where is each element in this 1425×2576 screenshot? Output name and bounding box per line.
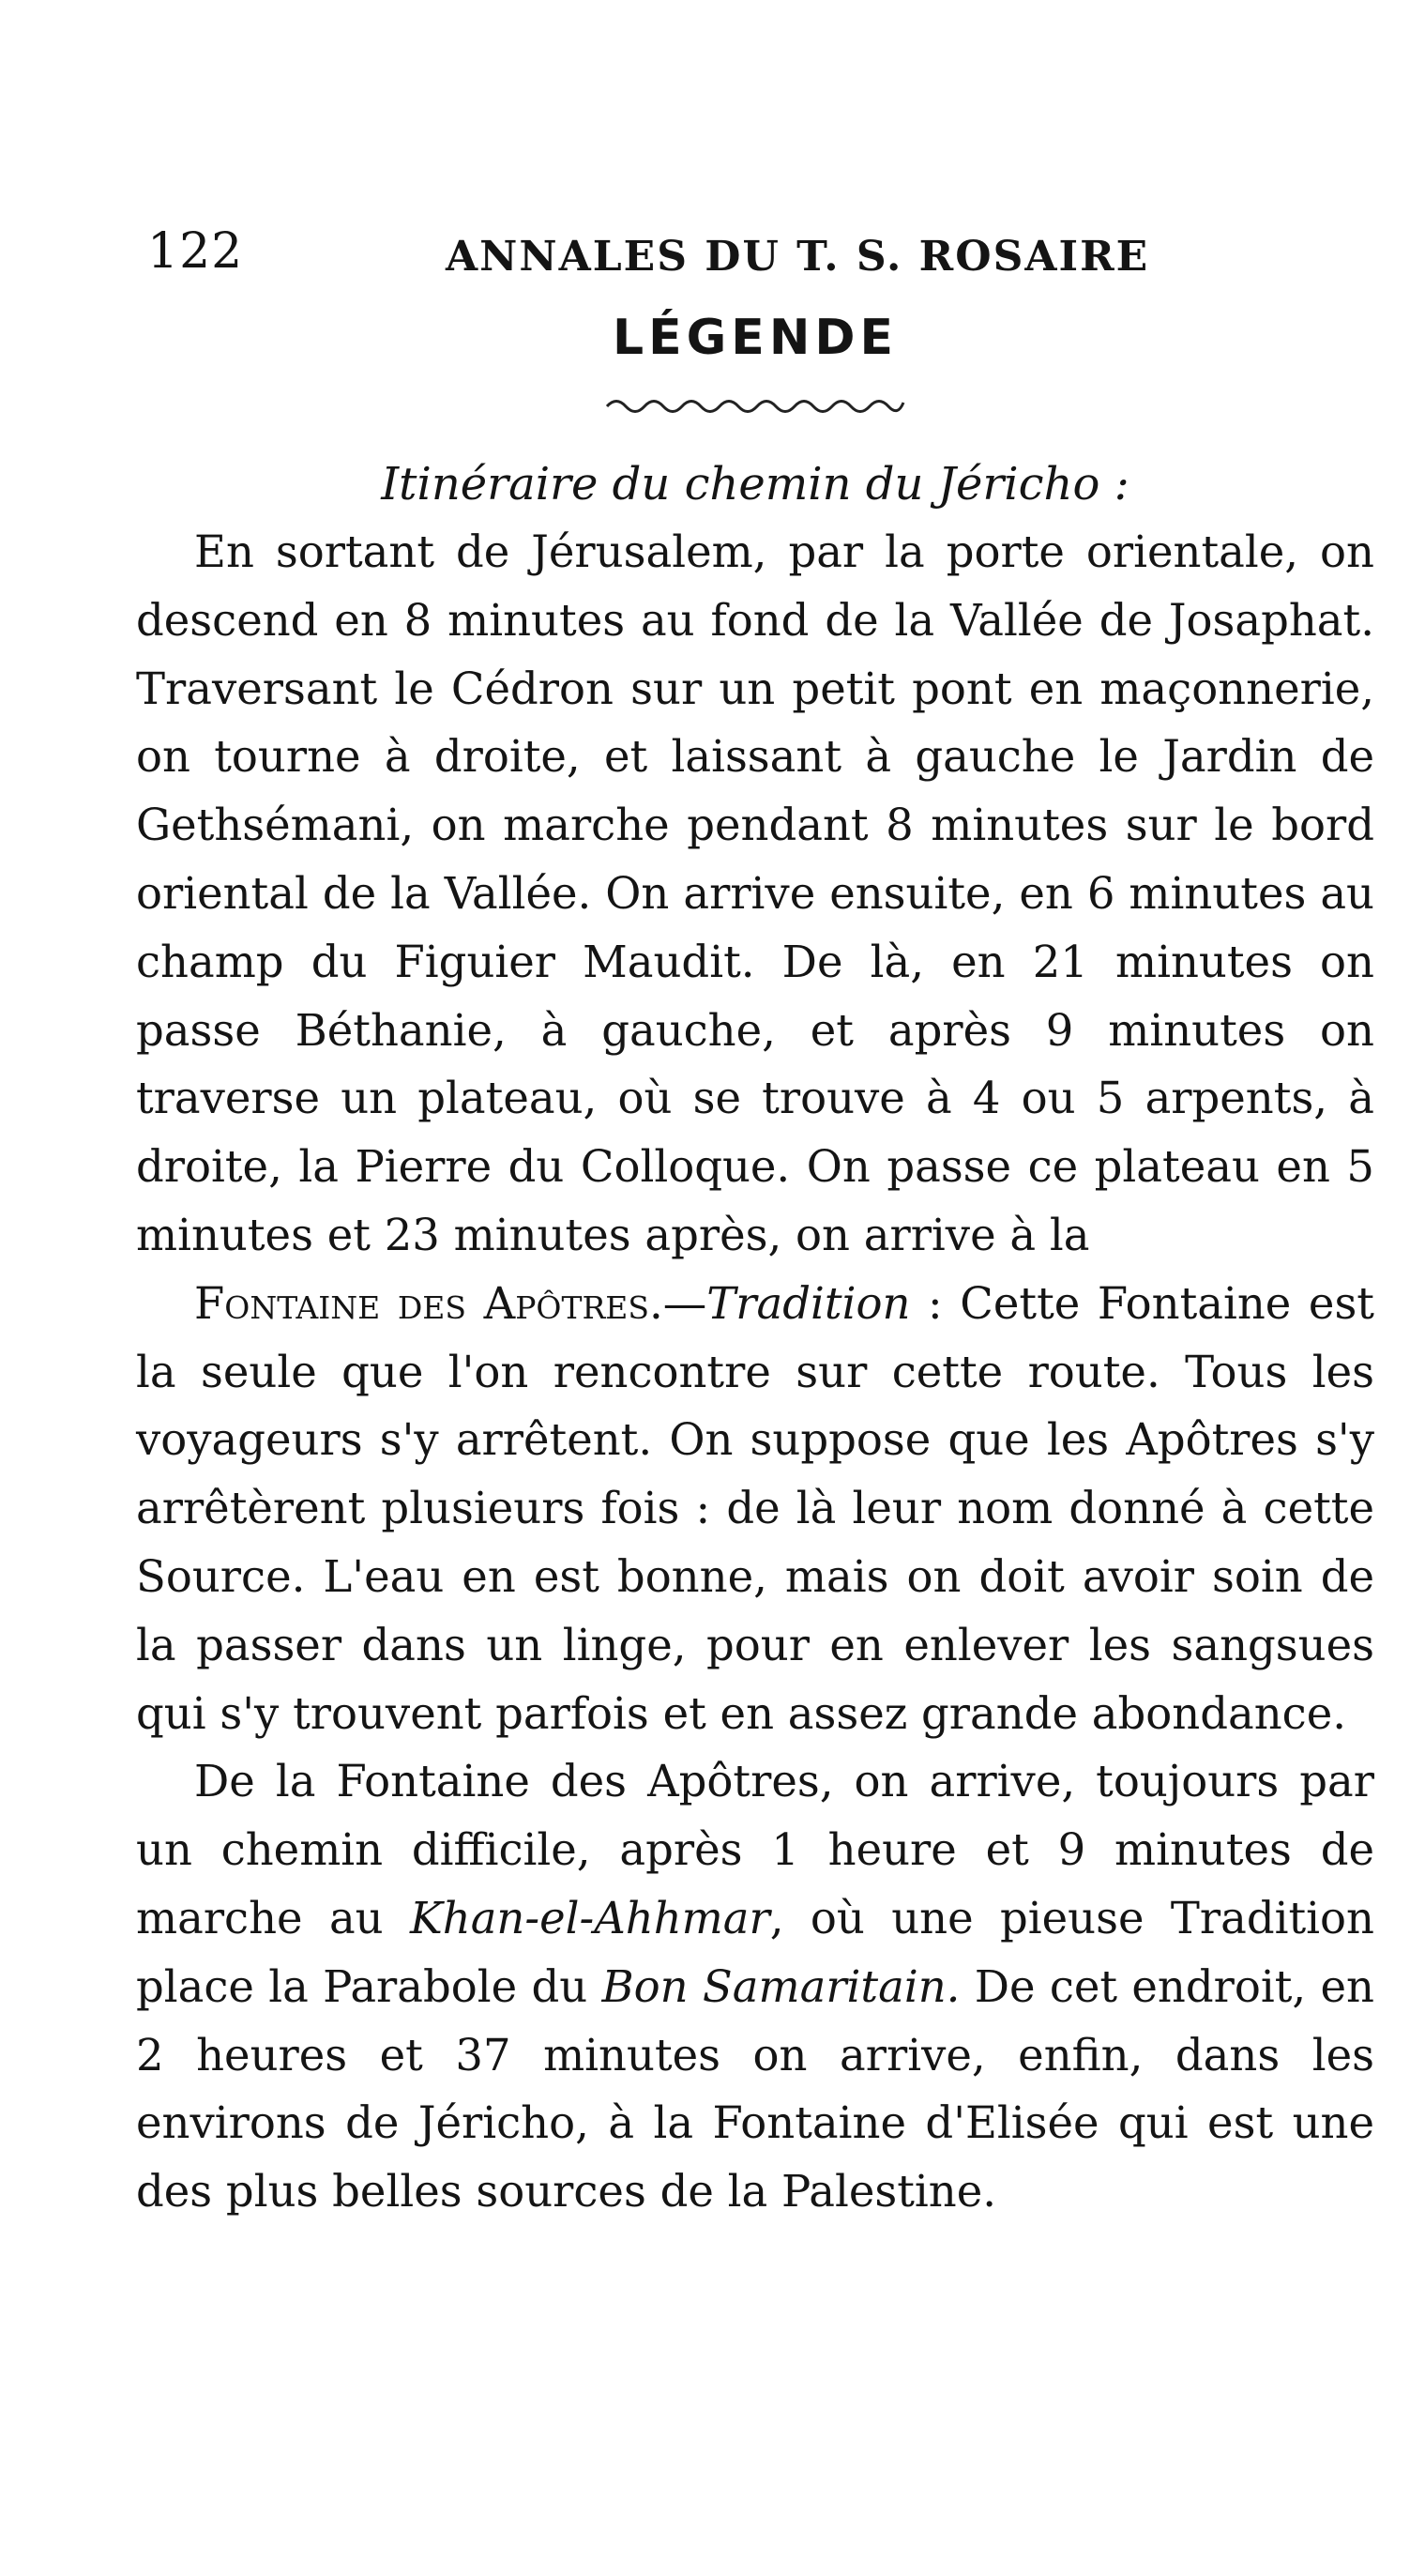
section-title: LÉGENDE	[612, 310, 899, 366]
paragraph-text-part-2: , où une pieuse Tradition place la Parabole du	[136, 1892, 1375, 2012]
paragraph-fontaine-apotres	[136, 1270, 1374, 1748]
page-header	[136, 206, 1374, 291]
parable-name: Bon Samaritain.	[601, 1960, 961, 2012]
paragraph-text-part-1: De la Fontaine des Apôtres, on arrive, toujours par un chemin difficile, après 1 heure et 9 minutes de marche au	[136, 1756, 1374, 1943]
em-dash: —	[662, 1277, 707, 1329]
paragraph-text-part-3: De cet endroit, en 2 heures et 37 minutes on arrive, enfin, dans les environs de Jéricho, à la Fontaine d'Elisée qui est une des plus belles sources de la Palestine.	[136, 1960, 1374, 2218]
place-label: Fontaine des Apôtres.	[194, 1277, 663, 1329]
book-page	[136, 206, 1374, 2226]
place-name-khan: Khan-el-Ahhmar	[410, 1892, 770, 1943]
paragraph-itinerary: En sortant de Jérusalem, par la porte orientale, on descend en 8 minutes au fond de la Vallée de Josaphat. Traversant le Cédron sur un petit pont en maçonnerie, on tourne à droite, et laissant à gauche le Jardin de Gethsémani, on marche pendant 8 minutes sur le bord oriental de la Vallée. On arrive ensuite, en 6 minutes au champ du Figuier Maudit. De là, en 21 minutes on passe Béthanie, à gauche, et après 9 minutes on traverse un plateau, où se trouve à 4 ou 5 arpents, à droite, la Pierre du Colloque. On passe ce plateau en 5 minutes et 23 minutes après, on arrive à la	[136, 526, 1374, 1260]
running-head: ANNALES DU T. S. ROSAIRE	[446, 233, 1150, 281]
page-number: 122	[147, 223, 244, 280]
paragraph-khan-el-ahhmar	[136, 1747, 1374, 2226]
section-subtitle: Itinéraire du chemin du Jéricho :	[381, 458, 1129, 511]
ornament-divider-icon	[605, 394, 905, 419]
tradition-word: Tradition	[706, 1277, 911, 1329]
paragraph-text: : Cette Fontaine est la seule que l'on rencontre sur cette route. Tous les voyageurs s'y arrêtent. On suppose que les Apôtres s'y arrêtèrent plusieurs fois : de là leur nom donné à cette Source. L'eau en est bonne, mais on doit avoir soin de la passer dans un linge, pour en enlever les sangsues qui s'y trouvent parfois et en assez grande abondance.	[136, 1277, 1374, 1739]
